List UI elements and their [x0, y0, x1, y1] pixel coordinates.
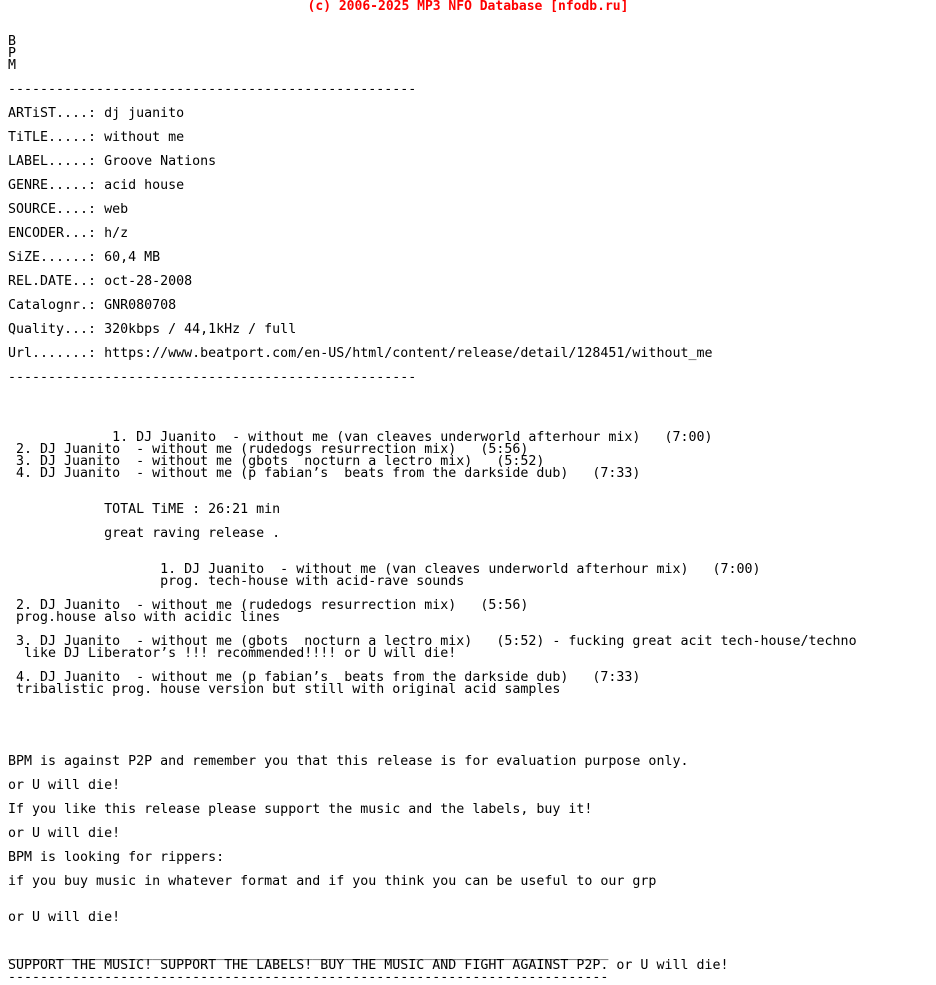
nfo-line: ___________________________________________________________________________ [8, 946, 609, 961]
nfo-line: prog. tech-house with acid-rave sounds [8, 574, 465, 589]
nfo-line: 4. DJ Juanito - without me (p fabian’s beats from the darkside dub) (7:33) [8, 670, 641, 685]
nfo-text-body [8, 36, 857, 984]
nfo-line: ARTiST....: dj juanito [8, 106, 185, 121]
nfo-line: 2. DJ Juanito - without me (rudedogs resurrection mix) (5:56) [8, 598, 529, 613]
nfo-line: LABEL.....: Groove Nations [8, 154, 217, 169]
nfo-line: tribalistic prog. house version but still with original acid samples [8, 682, 561, 697]
nfo-line: 1. DJ Juanito - without me (van cleaves underworld afterhour mix) (7:00) [8, 562, 761, 577]
nfo-line: REL.DATE..: oct-28-2008 [8, 274, 193, 289]
site-copyright-header: (c) 2006-2025 MP3 NFO Database [nfodb.ru] [307, 0, 629, 14]
nfo-line: 4. DJ Juanito - without me (p fabian’s beats from the darkside dub) (7:33) [8, 466, 641, 481]
nfo-line: great raving release . [8, 526, 281, 541]
nfo-line: SOURCE....: web [8, 202, 129, 217]
nfo-line: TOTAL TiME : 26:21 min [8, 502, 281, 517]
nfo-line: GENRE.....: acid house [8, 178, 185, 193]
nfo-line: TiTLE.....: without me [8, 130, 185, 145]
nfo-line: like DJ Liberator’s !!! recommended!!!! or U will die! [8, 646, 457, 661]
nfo-line: ENCODER...: h/z [8, 226, 129, 241]
nfo-line: SUPPORT THE MUSIC! SUPPORT THE LABELS! BUY THE MUSIC AND FIGHT AGAINST P2P. or U will die! [8, 958, 729, 973]
nfo-line: or U will die! [8, 826, 121, 841]
nfo-line: 3. DJ Juanito - without me (gbots nocturn a lectro mix) (5:52) [8, 454, 545, 469]
nfo-line: P [8, 46, 17, 61]
nfo-line: prog.house also with acidic lines [8, 610, 281, 625]
nfo-line: --------------------------------------------------------------------------- [8, 970, 609, 985]
nfo-line: BPM is looking for rippers: [8, 850, 225, 865]
nfo-line: If you like this release please support the music and the labels, buy it! [8, 802, 593, 817]
nfo-line: M [8, 58, 17, 73]
nfo-line: 1. DJ Juanito - without me (van cleaves underworld afterhour mix) (7:00) [8, 430, 713, 445]
nfo-line: BPM is against P2P and remember you that this release is for evaluation purpose only. [8, 754, 689, 769]
nfo-line: SiZE......: 60,4 MB [8, 250, 161, 265]
nfo-line: Url.......: https://www.beatport.com/en-US/html/content/release/detail/128451/without_me [8, 346, 713, 361]
nfo-line: if you buy music in whatever format and if you think you can be useful to our grp [8, 874, 657, 889]
nfo-line: 2. DJ Juanito - without me (rudedogs resurrection mix) (5:56) [8, 442, 529, 457]
nfo-line: Quality...: 320kbps / 44,1kHz / full [8, 322, 297, 337]
nfo-line: 3. DJ Juanito - without me (gbots nocturn a lectro mix) (5:52) - fucking great acit tech-house/techno [8, 634, 857, 649]
nfo-line: Catalognr.: GNR080708 [8, 298, 177, 313]
nfo-line: or U will die! [8, 778, 121, 793]
nfo-line: --------------------------------------------------- [8, 370, 417, 385]
nfo-line: or U will die! [8, 910, 121, 925]
nfo-line: --------------------------------------------------- [8, 82, 417, 97]
nfo-line: B [8, 34, 17, 49]
